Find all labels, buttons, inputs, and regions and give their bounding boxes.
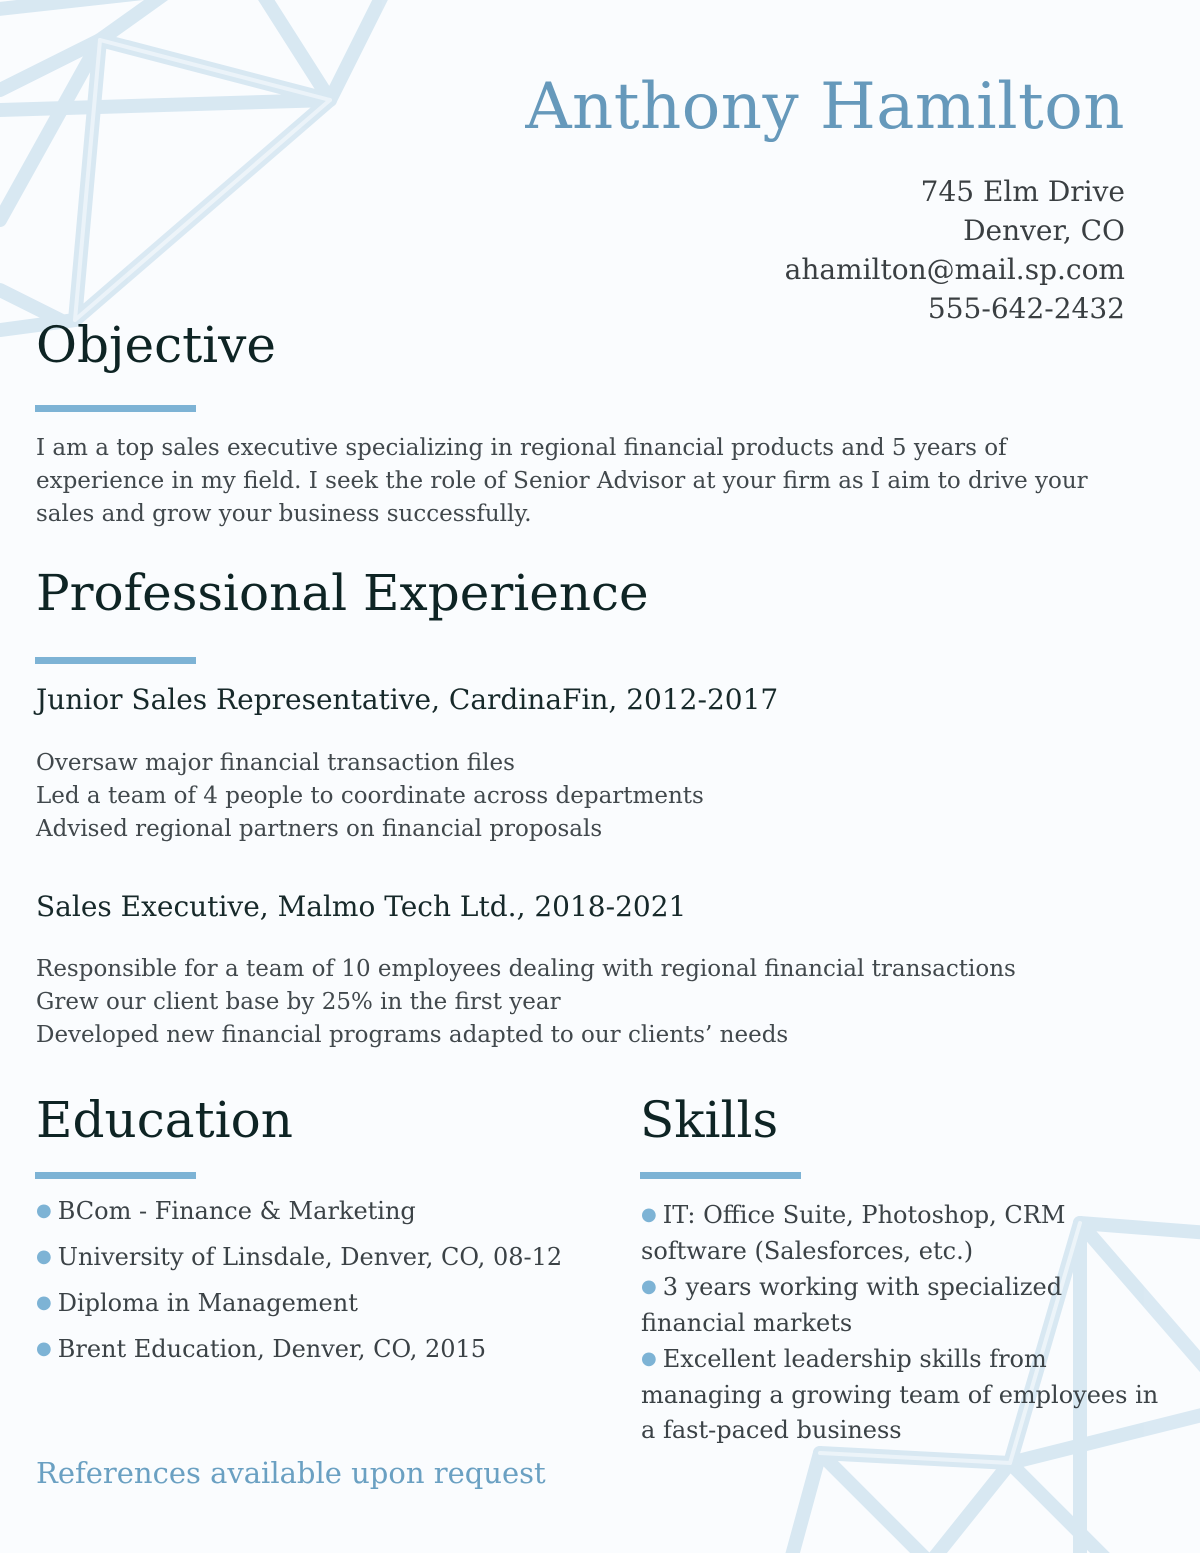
bullet-icon: ● (36, 1246, 52, 1267)
bullet-icon: ● (641, 1348, 657, 1369)
bullet-icon: ● (641, 1204, 657, 1225)
bullet-icon: ● (36, 1338, 52, 1359)
education-list (36, 1197, 596, 1381)
objective-divider (35, 405, 196, 412)
skills-list (641, 1197, 1166, 1449)
contact-info (785, 172, 1125, 328)
duty-item: Oversaw major financial transaction files (36, 750, 515, 776)
list-item: ● Brent Education, Denver, CO, 2015 (36, 1335, 487, 1363)
duty-item: Responsible for a team of 10 employees dealing with regional financial transactions (36, 956, 1016, 982)
education-divider (35, 1172, 196, 1179)
experience-heading: Professional Experience (36, 564, 649, 622)
objective-text: I am a top sales executive specializing in regional financial products and 5 years of experience in my field. I seek the role of Senior Advisor at your firm as I aim to drive your sales and grow your business successfully. (36, 435, 1088, 527)
list-item: ● 3 years working with specialized financial markets (641, 1273, 1063, 1337)
skills-divider (640, 1172, 801, 1179)
list-item: ● University of Linsdale, Denver, CO, 08-12 (36, 1243, 563, 1271)
address-line: 745 Elm Drive (920, 175, 1125, 208)
bullet-icon: ● (36, 1292, 52, 1313)
candidate-name: Anthony Hamilton (525, 70, 1125, 144)
experience-divider (35, 657, 196, 664)
list-item: ● IT: Office Suite, Photoshop, CRM software (Salesforces, etc.) (641, 1201, 1066, 1265)
education-heading: Education (36, 1091, 293, 1149)
email-line: ahamilton@mail.sp.com (784, 253, 1125, 286)
job-title: Junior Sales Representative, CardinaFin, 2012-2017 (36, 683, 779, 716)
geometric-decoration-top-left (0, 0, 420, 340)
duty-item: Led a team of 4 people to coordinate across departments (36, 783, 704, 809)
job-title: Sales Executive, Malmo Tech Ltd., 2018-2021 (36, 890, 687, 923)
bullet-icon: ● (641, 1276, 657, 1297)
job-duties (36, 747, 704, 846)
skills-heading: Skills (640, 1091, 779, 1149)
duty-item: Advised regional partners on financial proposals (36, 816, 603, 842)
job-duties (36, 953, 1016, 1052)
city-line: Denver, CO (963, 214, 1125, 247)
list-item: ● Excellent leadership skills from managing a growing team of employees in a fast-paced business (641, 1345, 1159, 1444)
bullet-icon: ● (36, 1200, 52, 1221)
phone-line: 555-642-2432 (927, 292, 1125, 325)
list-item: ● Diploma in Management (36, 1289, 358, 1317)
duty-item: Grew our client base by 25% in the first year (36, 989, 561, 1015)
objective-heading: Objective (36, 316, 277, 374)
duty-item: Developed new financial programs adapted to our clients’ needs (36, 1022, 789, 1048)
references-note: References available upon request (36, 1456, 546, 1490)
list-item: ● BCom - Finance & Marketing (36, 1197, 416, 1225)
